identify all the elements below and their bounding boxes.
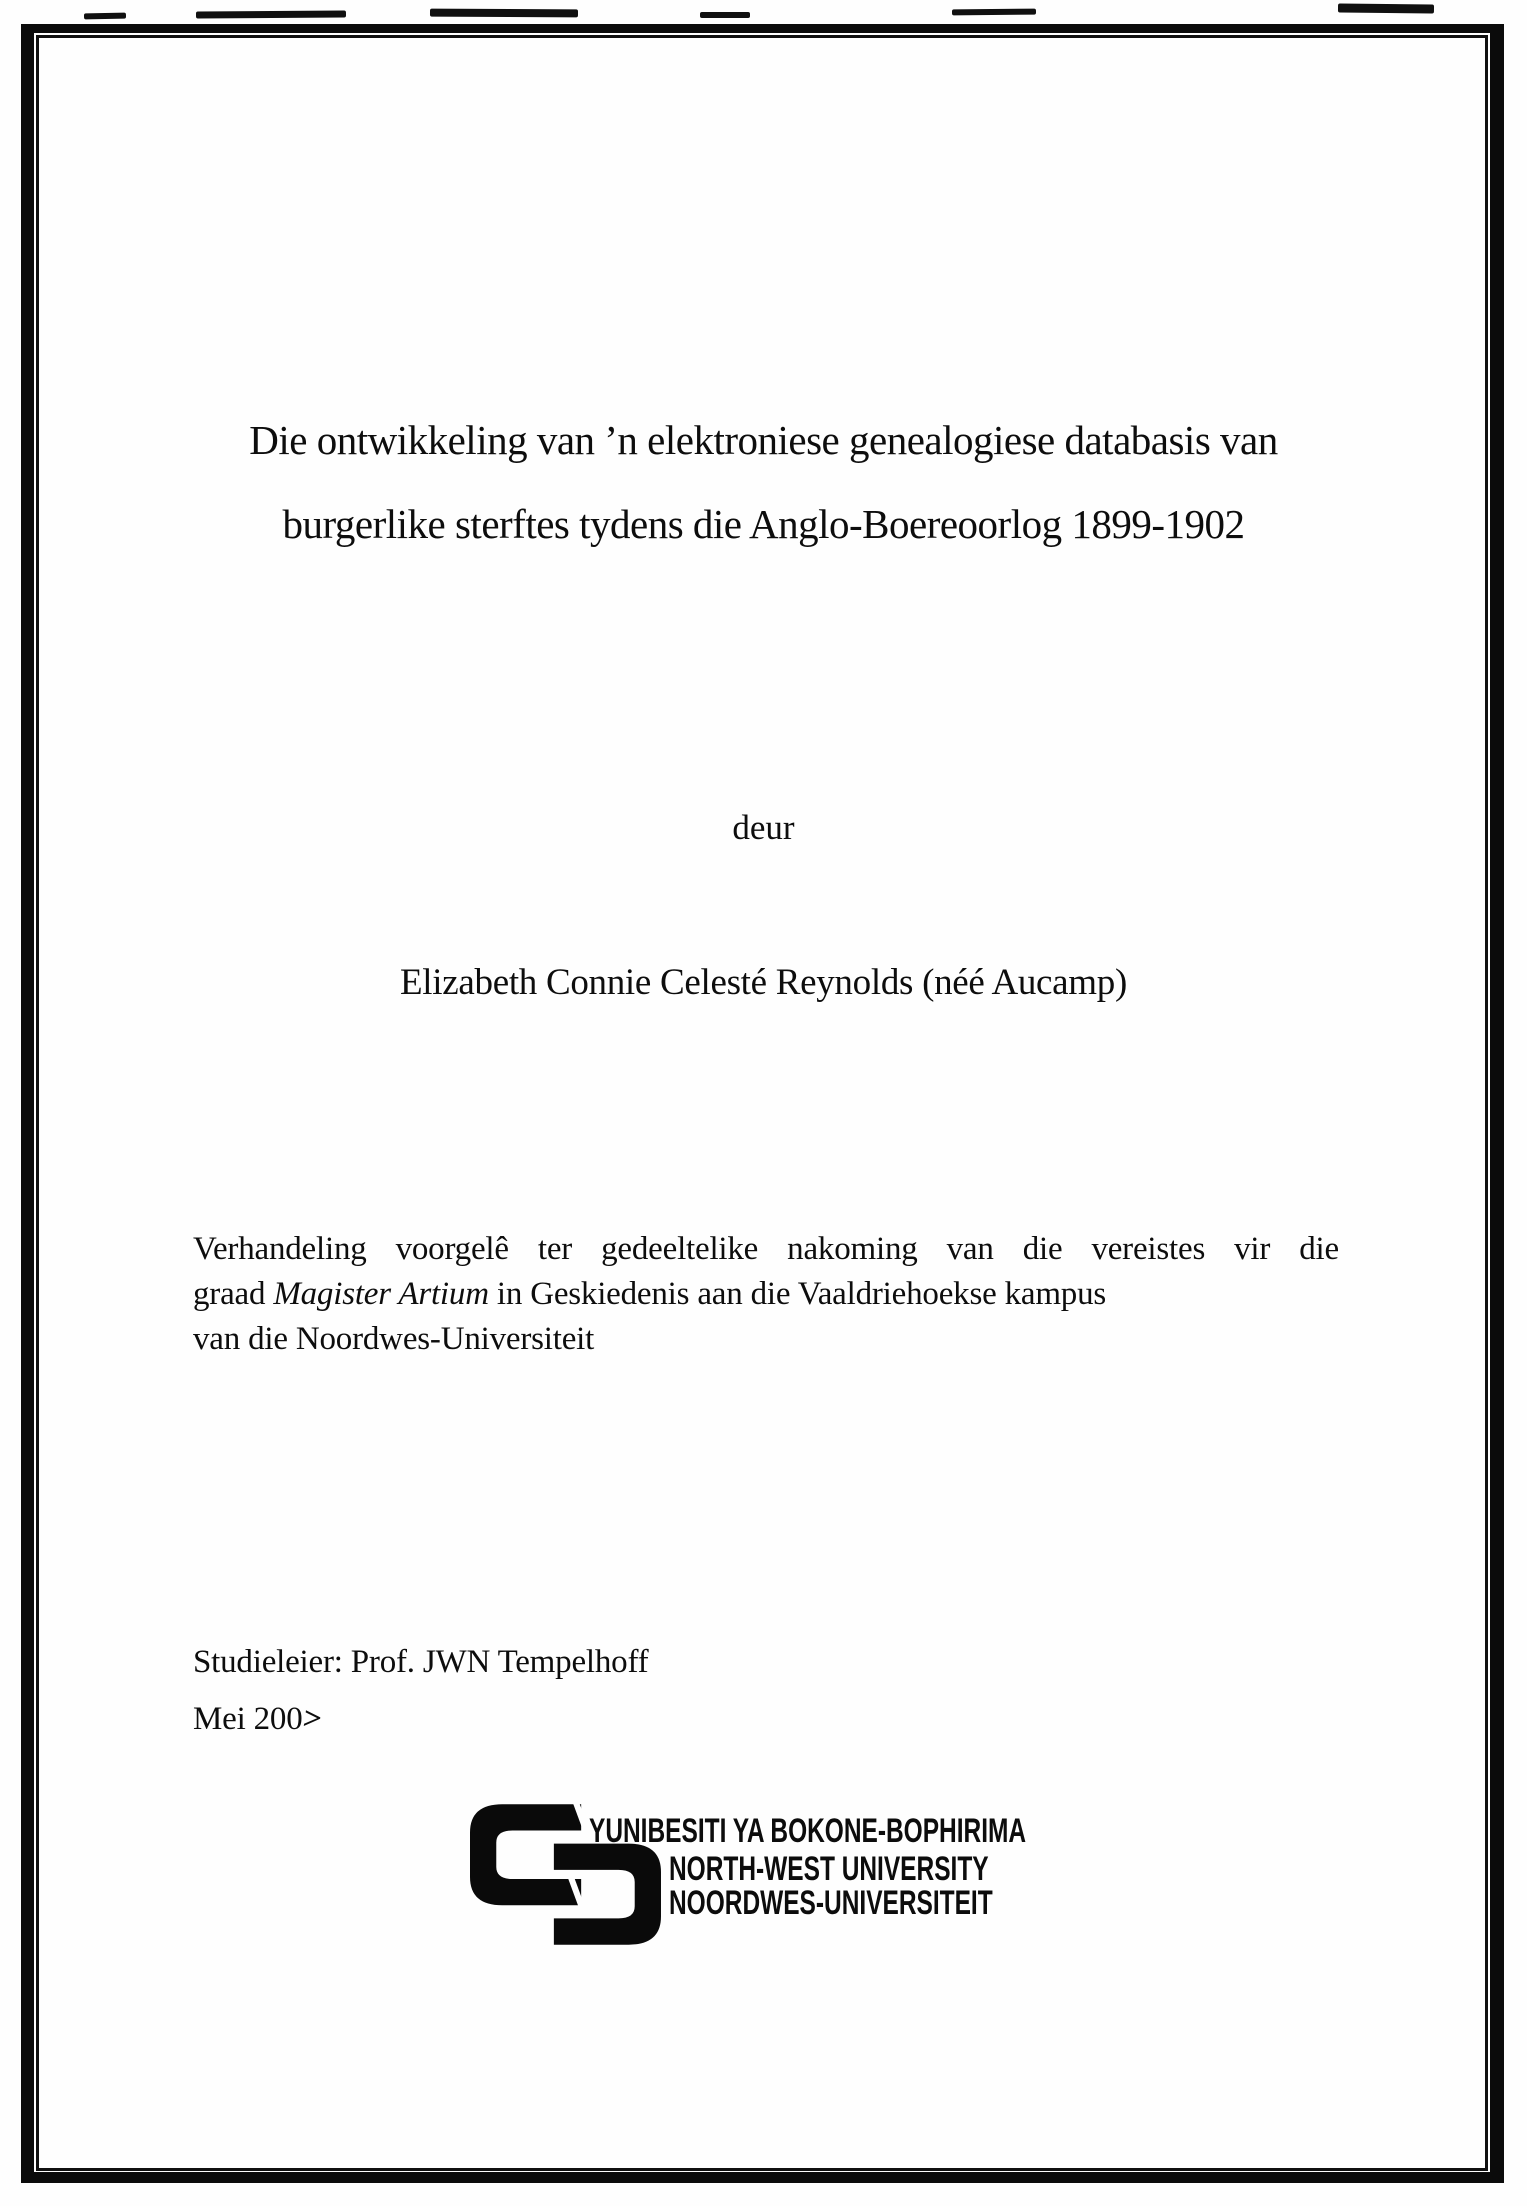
- logo-text-english: NORTH-WEST UNIVERSITY: [669, 1850, 989, 1888]
- university-logo: [470, 1800, 1130, 1980]
- date-last-digit-glyph: >: [300, 1701, 324, 1737]
- author-name: Elizabeth Connie Celesté Reynolds (néé Aucamp): [399, 962, 1128, 1003]
- supervisor-block: [193, 1640, 648, 1742]
- thesis-title-line2: burgerlike sterftes tydens die Anglo-Boereoorlog 1899-1902: [282, 501, 1245, 547]
- degree-line2-pre: graad: [193, 1276, 274, 1312]
- degree-line2-latin: Magister Artium: [273, 1276, 489, 1312]
- degree-statement-line1: Verhandeling voorgelê ter gedeeltelike nakoming van die vereistes vir die: [193, 1231, 1339, 1267]
- date-text: Mei 200: [193, 1701, 303, 1737]
- scan-artifact: [700, 12, 750, 18]
- scan-artifact: [1338, 3, 1434, 13]
- degree-statement: [193, 1227, 1339, 1362]
- byline-label: deur: [732, 808, 795, 847]
- logo-text-afrikaans: NOORDWES-UNIVERSITEIT: [669, 1884, 993, 1922]
- degree-line2-post: in Geskiedenis aan die Vaaldriehoekse kampus: [488, 1276, 1107, 1312]
- scan-artifact: [430, 9, 578, 18]
- date-line: [193, 1697, 648, 1742]
- supervisor-line: Studieleier: Prof. JWN Tempelhoff: [193, 1644, 649, 1680]
- thesis-title-line1: Die ontwikkeling van ’n elektroniese genealogiese databasis van: [249, 417, 1278, 463]
- logo-text-setswana: YUNIBESITI YA BOKONE-BOPHIRIMA: [589, 1812, 1027, 1850]
- scan-artifact: [196, 10, 346, 18]
- degree-statement-line2: [193, 1272, 1339, 1317]
- scan-artifact: [952, 9, 1036, 16]
- scan-artifact: [84, 13, 126, 20]
- degree-statement-line3: van die Noordwes-Universiteit: [193, 1321, 595, 1357]
- thesis-title: [249, 398, 1277, 566]
